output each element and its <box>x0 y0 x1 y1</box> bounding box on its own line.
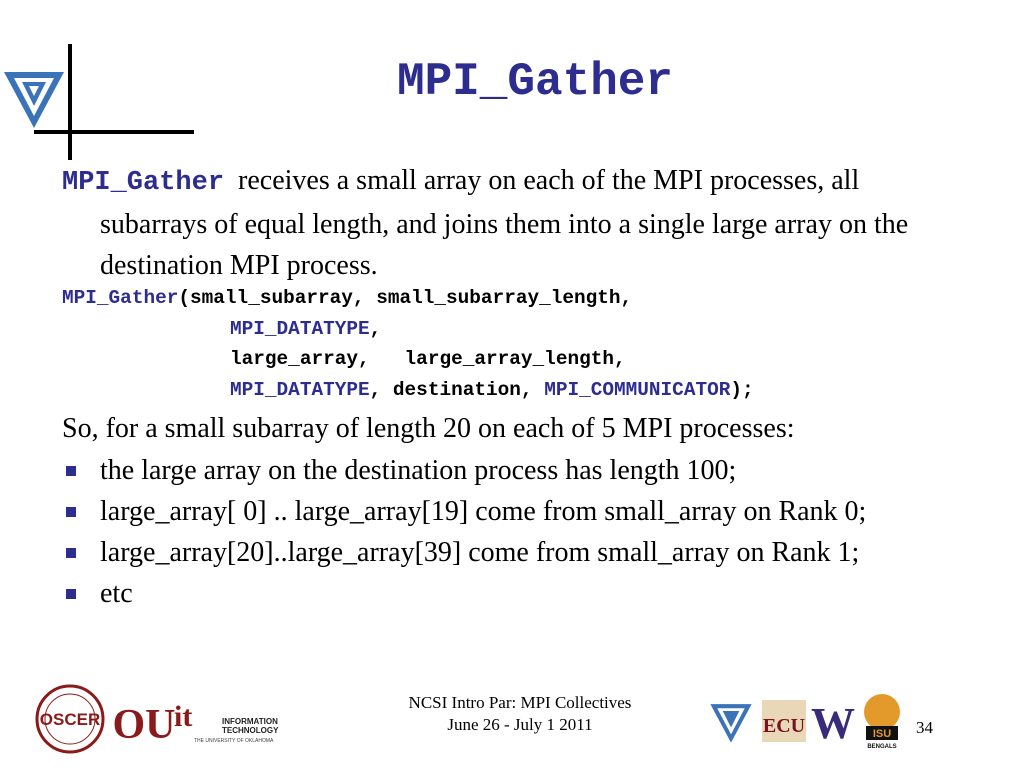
isu-logo-sub: BENGALS <box>867 744 897 750</box>
svg-text:it: it <box>174 700 193 733</box>
bullet-item <box>62 532 962 573</box>
code-line-1-args: (small_subarray, small_subarray_length, <box>178 287 633 309</box>
oscer-logo-text: OSCER <box>39 710 101 729</box>
oscer-logo-icon <box>24 684 116 754</box>
footer-caption <box>360 692 680 736</box>
bullet-square-icon <box>66 507 76 517</box>
code-datatype-2: MPI_DATATYPE <box>230 378 370 401</box>
code-signature <box>62 283 982 405</box>
bullet-square-icon <box>66 548 76 558</box>
code-line-4-mid: , destination, <box>369 378 545 401</box>
intro-paragraph <box>62 160 962 286</box>
uw-logo-text: W <box>811 699 855 748</box>
bullet-square-icon <box>66 466 76 476</box>
ecu-logo-text: ECU <box>762 715 806 737</box>
bullet-list <box>62 450 962 614</box>
code-line-4-end: ); <box>730 378 754 401</box>
isu-tiger-logo-icon <box>860 690 904 750</box>
intro-keyword: MPI_Gather <box>62 168 225 198</box>
uw-logo-icon <box>808 699 858 748</box>
it-logo-sub: THE UNIVERSITY OF OKLAHOMA <box>194 738 274 744</box>
code-line-4 <box>62 375 982 406</box>
ou-logo-text: OU <box>112 702 176 748</box>
code-line-3 <box>62 344 982 375</box>
ecu-logo-icon <box>760 696 808 746</box>
ou-logo-icon <box>112 690 176 752</box>
bullet-item <box>62 573 962 614</box>
bullet-square-icon <box>66 589 76 599</box>
code-line-2 <box>62 314 982 345</box>
code-line-3-args: large_array, large_array_length, <box>230 348 626 370</box>
bullet-text: etc <box>100 578 133 609</box>
code-function-name: MPI_Gather <box>62 287 179 309</box>
ncsi-footer-logo-icon <box>708 700 754 744</box>
code-datatype-1: MPI_DATATYPE <box>230 317 370 340</box>
footer-course: NCSI Intro Par: MPI Collectives <box>408 693 632 712</box>
it-logo-line1: INFORMATION <box>222 717 278 726</box>
intro-text: receives a small array on each of the MPI processes, all subarrays of equal length, and joins them into a single large array on the destination MPI process. <box>100 165 909 281</box>
bullet-item <box>62 491 962 532</box>
it-logo-line2: TECHNOLOGY <box>222 726 279 735</box>
code-communicator: MPI_COMMUNICATOR <box>544 378 731 401</box>
bullet-item <box>62 450 962 491</box>
code-line-1 <box>62 283 982 314</box>
footer-dates: June 26 - July 1 2011 <box>447 715 593 734</box>
bullet-text: large_array[20]..large_array[39] come from small_array on Rank 1; <box>100 537 860 568</box>
bullet-text: large_array[ 0] .. large_array[19] come from small_array on Rank 0; <box>100 496 867 527</box>
isu-logo-text: ISU <box>872 728 892 740</box>
it-logo-icon <box>172 690 290 746</box>
code-line-2-rest: , <box>369 317 382 340</box>
example-lead-text: So, for a small subarray of length 20 on each of 5 MPI processes: <box>62 413 795 444</box>
page-number: 34 <box>916 718 933 737</box>
slide-title: MPI_Gather <box>396 56 674 108</box>
title-horizontal-rule <box>34 130 194 134</box>
bullet-text: the large array on the destination process has length 100; <box>100 455 737 486</box>
